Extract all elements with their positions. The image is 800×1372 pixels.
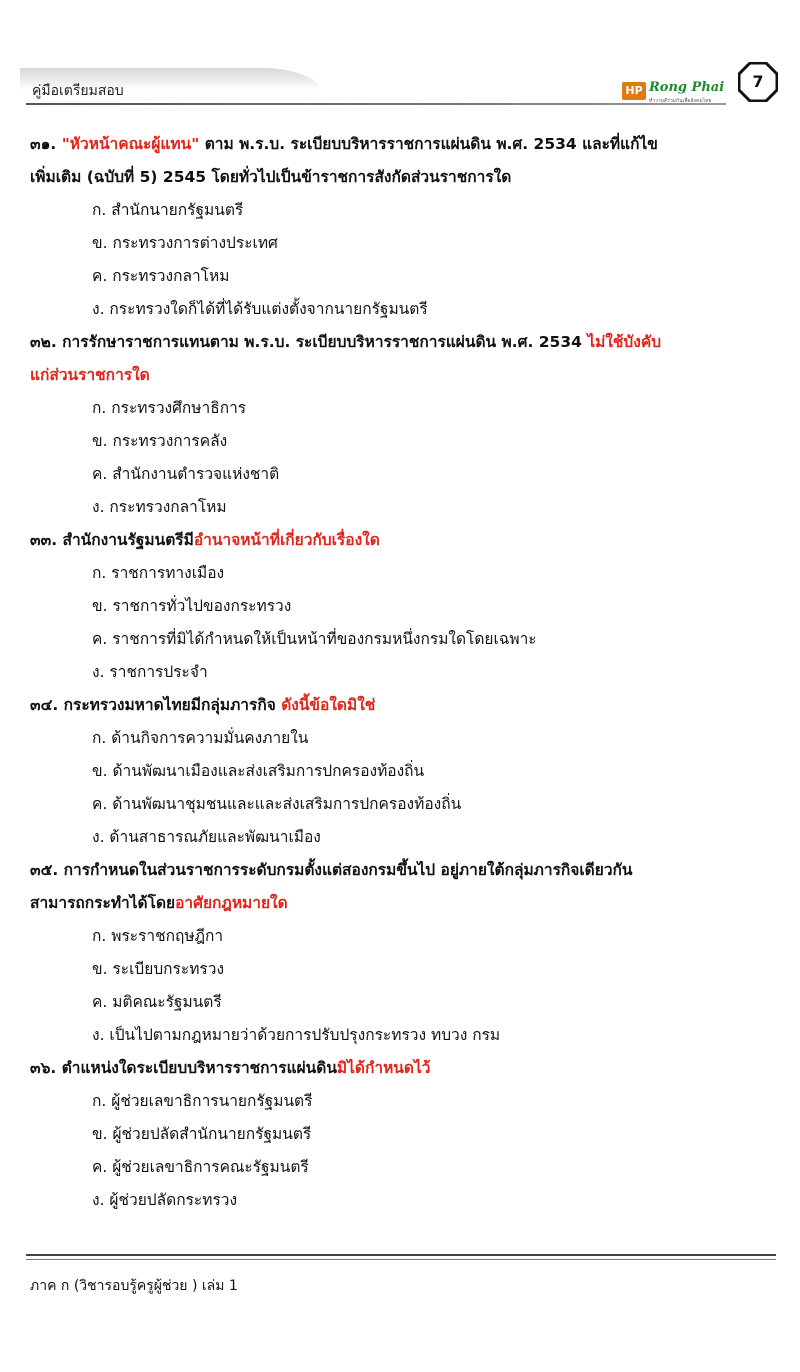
option-c: ค. มติคณะรัฐมนตรี bbox=[92, 993, 222, 1011]
option-d: ง. กระทรวงกลาโหม bbox=[92, 498, 227, 516]
question-highlight: ไม่ใช้บังคับ bbox=[587, 333, 662, 351]
option-d: ง. เป็นไปตามกฎหมายว่าด้วยการปรับปรุงกระทรวง ทบวง กรม bbox=[92, 1026, 501, 1044]
option-b: ข. ราชการทั่วไปของกระทรวง bbox=[92, 597, 292, 615]
question-34 bbox=[0, 689, 800, 854]
logo-mark: HP bbox=[622, 82, 646, 100]
option-d: ง. ราชการประจำ bbox=[92, 663, 208, 681]
question-31-stem-cont bbox=[0, 161, 800, 194]
option-a: ก. สำนักนายกรัฐมนตรี bbox=[92, 201, 244, 219]
page-number-badge bbox=[738, 62, 778, 102]
question-32-stem-cont bbox=[0, 359, 800, 392]
question-highlight: อำนาจหน้าที่เกี่ยวกับเรื่องใด bbox=[193, 531, 380, 549]
question-highlight: ดังนี้ข้อใดมิใช่ bbox=[281, 696, 376, 714]
question-36 bbox=[0, 1052, 800, 1217]
question-text: ตำแหน่งใดระเบียบบริหารราชการแผ่นดิน bbox=[56, 1059, 337, 1077]
option-c: ค. ราชการที่มิได้กำหนดให้เป็นหน้าที่ของกรมหนึ่งกรมใดโดยเฉพาะ bbox=[92, 630, 537, 648]
question-highlight: แก่ส่วนราชการใด bbox=[30, 366, 150, 384]
option-c: ค. ด้านพัฒนาชุมชนและและส่งเสริมการปกครองท้องถิ่น bbox=[92, 795, 462, 813]
question-number: ๓๑. bbox=[30, 135, 57, 153]
question-list bbox=[0, 128, 800, 1217]
question-text: ตาม พ.ร.บ. ระเบียบบริหารราชการแผ่นดิน พ.ศ. 2534 และที่แก้ไข bbox=[199, 135, 658, 153]
question-34-stem bbox=[0, 689, 800, 722]
option-a: ก. ด้านกิจการความมั่นคงภายใน bbox=[92, 729, 309, 747]
question-number: ๓๖. bbox=[30, 1059, 57, 1077]
logo-subtext: ทำวามดีร่วมกันเพื่อสังคมไทย bbox=[649, 98, 712, 104]
question-text: สามารถกระทำได้โดย bbox=[30, 894, 176, 912]
question-text: เพิ่มเติม (ฉบับที่ 5) 2545 โดยทั่วไปเป็นข้าราชการสังกัดส่วนราชการใด bbox=[30, 168, 512, 186]
option-c: ค. ผู้ช่วยเลขาธิการคณะรัฐมนตรี bbox=[92, 1158, 309, 1176]
header-divider bbox=[26, 103, 726, 105]
question-33-stem bbox=[0, 524, 800, 557]
header-title: คู่มือเตรียมสอบ bbox=[32, 83, 124, 99]
option-d: ง. กระทรวงใดก็ได้ที่ได้รับแต่งตั้งจากนายกรัฐมนตรี bbox=[92, 300, 428, 318]
option-c: ค. กระทรวงกลาโหม bbox=[92, 267, 230, 285]
page-number: 7 bbox=[752, 72, 764, 91]
option-a: ก. ผู้ช่วยเลขาธิการนายกรัฐมนตรี bbox=[92, 1092, 313, 1110]
option-d: ง. ผู้ช่วยปลัดกระทรวง bbox=[92, 1191, 238, 1209]
logo-text: Rong Phai bbox=[649, 80, 725, 95]
question-text: การรักษาราชการแทนตาม พ.ร.บ. ระเบียบบริหารราชการแผ่นดิน พ.ศ. 2534 bbox=[56, 333, 588, 351]
question-35-stem bbox=[0, 854, 800, 887]
question-text: การกำหนดในส่วนราชการระดับกรมตั้งแต่สองกรมขึ้นไป อยู่ภายใต้กลุ่มภารกิจเดียวกัน bbox=[58, 861, 633, 879]
page-header bbox=[0, 60, 800, 120]
option-a: ก. พระราชกฤษฎีกา bbox=[92, 927, 224, 945]
question-31-stem bbox=[0, 128, 800, 161]
option-b: ข. กระทรวงการต่างประเทศ bbox=[92, 234, 278, 252]
question-36-stem bbox=[0, 1052, 800, 1085]
question-33 bbox=[0, 524, 800, 689]
option-b: ข. ด้านพัฒนาเมืองและส่งเสริมการปกครองท้องถิ่น bbox=[92, 762, 425, 780]
question-35 bbox=[0, 854, 800, 1052]
question-text: กระทรวงมหาดไทยมีกลุ่มภารกิจ bbox=[58, 696, 282, 714]
option-b: ข. ผู้ช่วยปลัดสำนักนายกรัฐมนตรี bbox=[92, 1125, 312, 1143]
question-35-stem-cont bbox=[0, 887, 800, 920]
question-number: ๓๓. bbox=[30, 531, 58, 549]
footer-divider bbox=[26, 1254, 776, 1256]
footer-divider-thin bbox=[26, 1259, 776, 1260]
question-number: ๓๕. bbox=[30, 861, 59, 879]
option-d: ง. ด้านสาธารณภัยและพัฒนาเมือง bbox=[92, 828, 321, 846]
question-32-stem bbox=[0, 326, 800, 359]
option-a: ก. ราชการทางเมือง bbox=[92, 564, 225, 582]
question-text: สำนักงานรัฐมนตรีมี bbox=[57, 531, 194, 549]
question-31 bbox=[0, 128, 800, 326]
option-c: ค. สำนักงานตำรวจแห่งชาติ bbox=[92, 465, 280, 483]
option-b: ข. ระเบียบกระทรวง bbox=[92, 960, 225, 978]
question-highlight: "หัวหน้าคณะผู้แทน" bbox=[61, 135, 200, 153]
question-number: ๓๒. bbox=[30, 333, 57, 351]
rongphai-logo bbox=[622, 78, 734, 106]
option-b: ข. กระทรวงการคลัง bbox=[92, 432, 228, 450]
question-highlight: มิได้กำหนดไว้ bbox=[336, 1059, 431, 1077]
option-a: ก. กระทรวงศึกษาธิการ bbox=[92, 399, 247, 417]
footer-text: ภาค ก (วิชารอบรู้ครูผู้ช่วย ) เล่ม 1 bbox=[30, 1278, 238, 1294]
question-32 bbox=[0, 326, 800, 524]
question-number: ๓๔. bbox=[30, 696, 59, 714]
question-highlight: อาศัยกฎหมายใด bbox=[175, 894, 288, 912]
